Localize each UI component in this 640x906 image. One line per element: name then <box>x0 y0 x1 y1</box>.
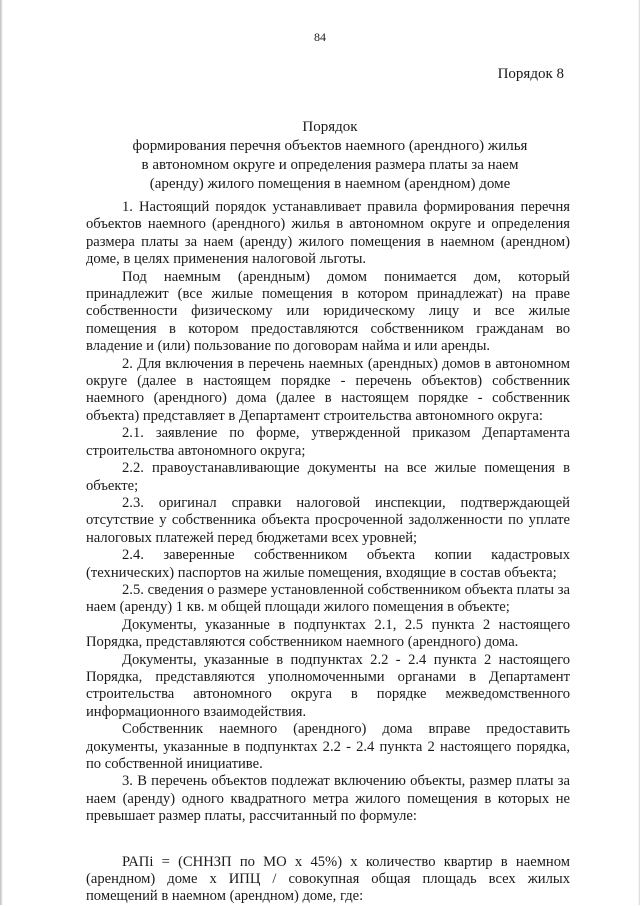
paragraph-10: Документы, указанные в подпунктах 2.2 - 2.4 пункта 2 настоящего Порядка, представляются уполномоченными органами в Департамент строительства автономного округа в порядке межведомственного информационного взаимодействия. <box>86 651 570 720</box>
formula-paragraph: РАПi = (СННЗП по МО х 45%) х количество квартир в наемном (арендном) доме х ИПЦ / совокупная общая площадь всех жилых помещений в наемном (арендном) доме, где: <box>86 853 570 905</box>
page-number: 84 <box>314 30 326 44</box>
title-line-1: Порядок <box>302 119 358 135</box>
scan-edge-left <box>0 0 3 905</box>
title-line-3: в автономном округе и определения размера платы за наем <box>141 157 519 173</box>
document-title <box>100 118 560 194</box>
paragraph-7: 2.4. заверенные собственником объекта копии кадастровых (технических) паспортов на жилые помещения, входящие в состав объекта; <box>86 547 570 581</box>
paragraph-8: 2.5. сведения о размере установленной собственником объекта платы за наем (аренду) 1 кв. м общей площади жилого помещения в объекте; <box>86 581 570 616</box>
paragraph-12: 3. В перечень объектов подлежат включению объекты, размер платы за наем (аренду) одного квадратного метра жилого помещения в которых не превышает размер платы, рассчитанный по формуле: <box>86 773 570 825</box>
title-line-4: (аренду) жилого помещения в наемном (арендном) доме <box>149 176 511 192</box>
title-line-2: формирования перечня объектов наемного (арендного) жилья <box>132 138 528 154</box>
paragraph-6: 2.3. оригинал справки налоговой инспекции, подтверждающей отсутствие у собственника объекта просроченной задолженности по уплате налоговых платежей перед бюджетами всех уровней; <box>86 494 570 546</box>
document-body <box>86 199 570 906</box>
paragraph-2: Под наемным (арендным) домом понимается дом, который принадлежит (все жилые помещения в котором принадлежат) на праве собственности физическому или юридическому лицу и все жилые помещения в котором предоставляются собственником гражданам во владение и (или) пользование по договорам найма и или аренды. <box>86 268 570 355</box>
paragraph-5: 2.2. правоустанавливающие документы на все жилые помещения в объекте; <box>86 460 570 494</box>
order-label: Порядок 8 <box>497 66 564 82</box>
paragraph-4: 2.1. заявление по форме, утвержденной приказом Департамента строительства автономного округа; <box>86 425 570 459</box>
paragraph-3: 2. Для включения в перечень наемных (арендных) домов в автономном округе (далее в настоящем порядке - перечень объектов) собственник наемного (арендного) дома (далее в настоящем порядке - собственник объекта) представляет в Департамент строительства автономного округа: <box>86 355 570 424</box>
paragraph-9: Документы, указанные в подпунктах 2.1, 2.5 пункта 2 настоящего Порядка, представляются собственником наемного (арендного) дома. <box>86 616 570 651</box>
paragraph-1: 1. Настоящий порядок устанавливает правила формирования перечня объектов наемного (арендного) жилья в автономном округе и определения размера платы за наем (аренду) жилого помещения в наемном (арендном) доме, в целях применения налоговой льготы. <box>86 199 570 268</box>
paragraph-11: Собственник наемного (арендного) дома вправе предоставить документы, указанные в подпунктах 2.2 - 2.4 пункта 2 настоящего порядка, по собственной инициативе. <box>86 721 570 772</box>
